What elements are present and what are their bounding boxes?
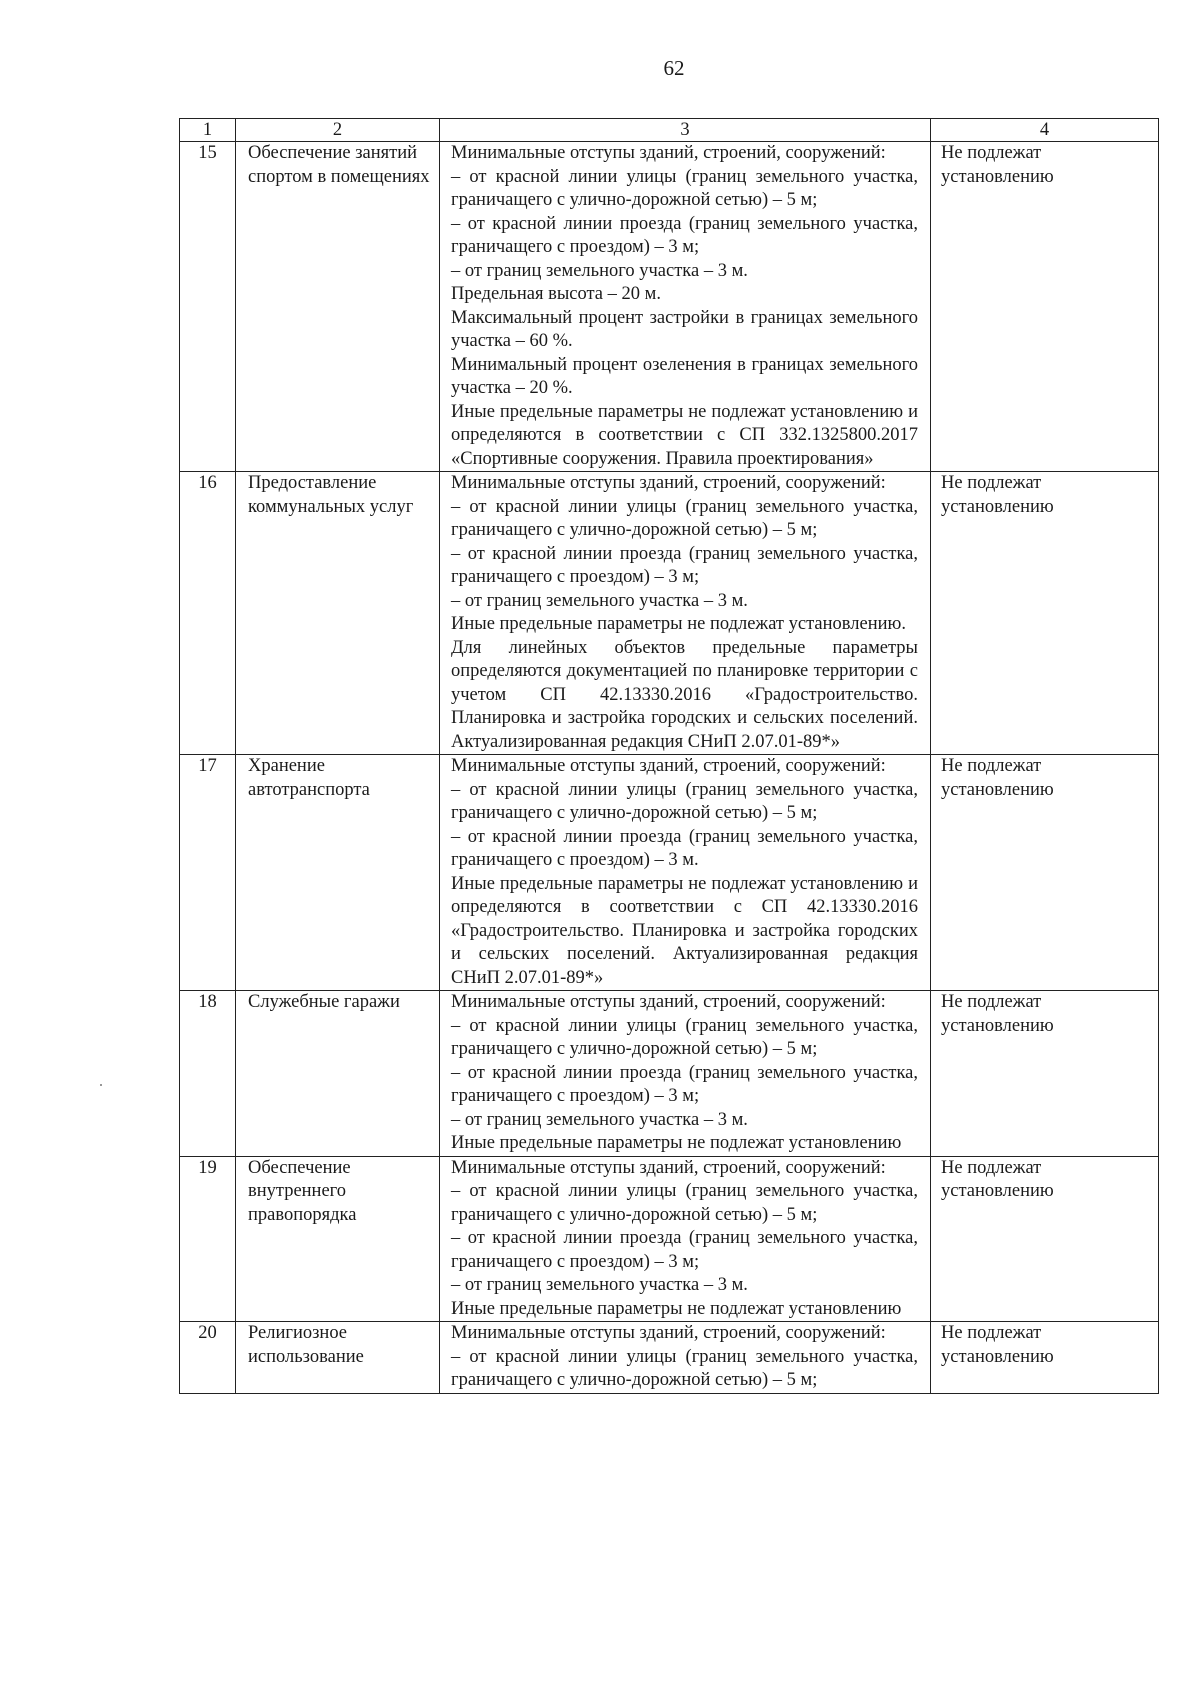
header-col-4: 4 [931,119,1159,142]
parameter-line: – от красной линии улицы (границ земельного участка, граничащего с улично-дорожной сетью) – 5 м; [451,1181,918,1225]
parameter-line: Иные предельные параметры не подлежат установлению и определяются в соответствии с СП 332.1325800.2017 «Спортивные сооружения. Правила проектирования» [451,401,918,469]
row-number: 19 [180,1156,236,1322]
parameter-line: – от границ земельного участка – 3 м. [451,590,748,611]
parameters-cell [440,142,931,472]
parameters-cell [440,472,931,755]
parameter-line: – от красной линии улицы (границ земельного участка, граничащего с улично-дорожной сетью) – 5 м; [451,1346,918,1390]
land-use-type: Служебные гаражи [236,991,440,1157]
land-use-type: Хранение автотранспорта [236,755,440,991]
table-row [180,1322,1159,1394]
note-cell: Не подлежат установлению [931,1156,1159,1322]
header-col-1: 1 [180,119,236,142]
table-row [180,991,1159,1157]
row-number: 20 [180,1322,236,1394]
table-header-row [180,119,1159,142]
note-cell: Не подлежат установлению [931,472,1159,755]
parameter-line: – от красной линии проезда (границ земельного участка, граничащего с проездом) – 3 м. [451,826,918,870]
table-row [180,755,1159,991]
note-cell: Не подлежат установлению [931,755,1159,991]
parameters-cell [440,1156,931,1322]
parameter-line: – от красной линии проезда (границ земельного участка, граничащего с проездом) – 3 м; [451,543,918,587]
parameter-line: Иные предельные параметры не подлежат установлению и определяются в соответствии с СП 42.13330.2016 «Градостроительство. Планировка и застройка городских и сельских поселений. Актуализированная редакция СНиП 2.07.01-89*» [451,873,918,988]
row-number: 18 [180,991,236,1157]
note-cell: Не подлежат установлению [931,142,1159,472]
land-use-type: Обеспечение внутреннего правопорядка [236,1156,440,1322]
parameter-line: – от красной линии улицы (границ земельного участка, граничащего с улично-дорожной сетью) – 5 м; [451,496,918,540]
parameter-line: Для линейных объектов предельные параметры определяются документацией по планировке территории с учетом СП 42.13330.2016 «Градостроительство. Планировка и застройка городских и сельских поселений. Актуализированная редакция СНиП 2.07.01-89*» [451,637,918,752]
land-use-type: Религиозное использование [236,1322,440,1394]
parameter-line: Максимальный процент застройки в границах земельного участка – 60 %. [451,307,918,351]
parameter-line: – от красной линии улицы (границ земельного участка, граничащего с улично-дорожной сетью) – 5 м; [451,779,918,823]
page-number: 62 [663,56,685,80]
parameter-line: – от красной линии улицы (границ земельного участка, граничащего с улично-дорожной сетью) – 5 м; [451,1015,918,1059]
table-row [180,472,1159,755]
parameter-line: – от красной линии проезда (границ земельного участка, граничащего с проездом) – 3 м; [451,1062,918,1106]
scan-speck [100,1084,102,1086]
parameter-line: – от красной линии проезда (границ земельного участка, граничащего с проездом) – 3 м; [451,1228,918,1272]
parameter-line: Иные предельные параметры не подлежат установлению [451,1298,902,1319]
header-col-2: 2 [236,119,440,142]
parameter-line: – от границ земельного участка – 3 м. [451,1275,748,1295]
parameter-line: Минимальные отступы зданий, строений, сооружений: [451,992,886,1012]
parameter-line: Минимальные отступы зданий, строений, сооружений: [451,143,886,163]
table-row [180,1156,1159,1322]
header-col-3: 3 [440,119,931,142]
parameter-line: – от границ земельного участка – 3 м. [451,1109,748,1130]
parameters-cell [440,991,931,1157]
parameter-line: – от красной линии улицы (границ земельного участка, граничащего с улично-дорожной сетью) – 5 м; [451,166,918,210]
parameter-line: Минимальные отступы зданий, строений, сооружений: [451,473,886,493]
parameter-line: Иные предельные параметры не подлежат установлению [451,1133,902,1153]
note-cell: Не подлежат установлению [931,1322,1159,1394]
parameter-line: – от красной линии проезда (границ земельного участка, граничащего с проездом) – 3 м; [451,213,918,257]
land-use-type: Предоставление коммунальных услуг [236,472,440,755]
parameter-line: Минимальные отступы зданий, строений, сооружений: [451,756,886,776]
parameters-cell [440,755,931,991]
parameter-line: Предельная высота – 20 м. [451,284,661,304]
parameter-line: Минимальные отступы зданий, строений, сооружений: [451,1323,886,1343]
row-number: 17 [180,755,236,991]
table-row [180,142,1159,472]
parameter-line: Иные предельные параметры не подлежат установлению. [451,614,906,634]
land-use-type: Обеспечение занятий спортом в помещениях [236,142,440,472]
note-cell: Не подлежат установлению [931,991,1159,1157]
parameters-cell [440,1322,931,1394]
regulations-table [179,118,1159,1394]
parameter-line: – от границ земельного участка – 3 м. [451,260,748,281]
parameter-line: Минимальный процент озеленения в границах земельного участка – 20 %. [451,354,918,398]
parameter-line: Минимальные отступы зданий, строений, сооружений: [451,1157,886,1178]
row-number: 16 [180,472,236,755]
row-number: 15 [180,142,236,472]
